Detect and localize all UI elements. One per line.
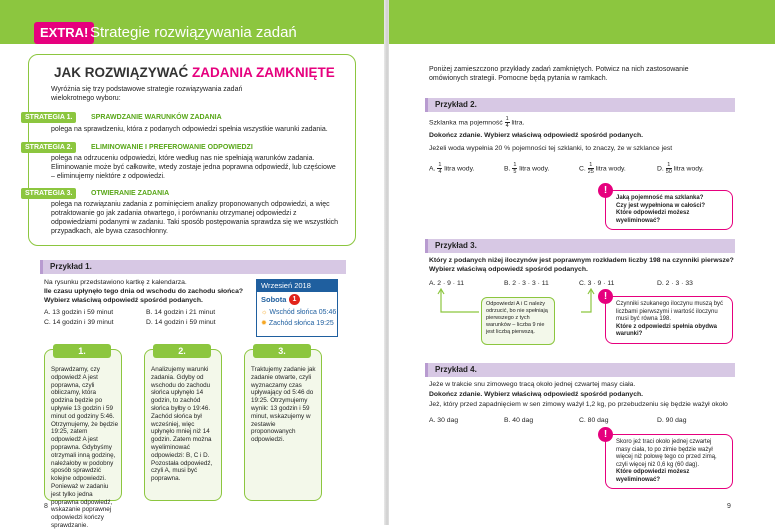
- ex1-line1: Na rysunku przedstawiono kartkę z kalendarza.: [44, 279, 187, 286]
- example-4-header: Przykład 4.: [425, 363, 735, 377]
- right-page: [389, 0, 775, 525]
- solution-card-2: [144, 346, 222, 501]
- ex3-answer-a: A. 2 · 9 · 11: [429, 280, 465, 287]
- sunrise-icon: ☼: [261, 309, 268, 316]
- card-text: Analizujemy warunki zadania. Gdyby od wschodu do zachodu słońca upłynęło 14 godzin, to zachód słońca byłby o 19:46. Zachód słońca był wcześniej, więc upłynęło mniej niż 14 godzin. Zatem można wyeliminować odpowiedzi: B, C i D. Pozostała odpowiedź, czyli A, musi być poprawna.: [151, 366, 213, 483]
- strategies-box: [25, 54, 356, 246]
- card-text: Sprawdzamy, czy odpowiedź A jest poprawna, czyli obliczamy, która godzina będzie po upływie 13 godzin i 59 minut od godziny 5:46. Otrzymujemy, że będzie 19:25, zatem odpowiedź A jest poprawna. Gdybyśmy otrzymali inną godzinę, należałoby w podobny sposób sprawdzić kolejne odpowiedzi. Ponieważ w zadaniu jest tylko jedna poprawna odpowiedź, wskazanie poprawnej odpowiedzi kończy sprawdzanie.: [51, 366, 119, 529]
- ex4-answer-a: A. 30 dag: [429, 417, 459, 424]
- right-header-bar: [389, 0, 775, 44]
- section-heading: JAK ROZWIĄZYWAĆ ZADANIA ZAMKNIĘTE: [54, 65, 335, 80]
- ex3-question: Który z podanych niżej iloczynów jest poprawnym rozkładem liczby 198 na czynniki pierwsze? Wybierz właściwą odpowiedź spośród podanych.: [429, 257, 734, 273]
- sunset-row: ✹ Zachód słońca 19:25: [261, 320, 334, 327]
- exclamation-icon: !: [598, 289, 613, 304]
- intro-text: Wyróżnia się trzy podstawowe strategie rozwiązywania zadań wielokrotnego wyboru:: [51, 86, 243, 102]
- ex2-line2: Dokończ zdanie. Wybierz właściwą odpowiedź spośród podanych.: [429, 132, 644, 139]
- chapter-title: Strategie rozwiązywania zadań: [90, 24, 297, 41]
- ex4-line2: Dokończ zdanie. Wybierz właściwą odpowiedź spośród podanych.: [429, 391, 644, 398]
- calendar-card: [256, 279, 338, 337]
- ex4-answer-c: C. 80 dag: [579, 417, 609, 424]
- strategy-2-badge: STRATEGIA 2.: [21, 142, 76, 153]
- ex3-answer-d: D. 2 · 3 · 33: [657, 280, 693, 287]
- ex1-answer-d: D. 14 godzin i 59 minut: [146, 319, 216, 326]
- ex1-answer-b: B. 14 godzin i 21 minut: [146, 309, 216, 316]
- solution-card-1: [44, 346, 122, 529]
- strategy-1-name: SPRAWDZANIE WARUNKÓW ZADANIA: [91, 114, 222, 121]
- strategy-1-text: polega na sprawdzeniu, która z podanych odpowiedzi spełnia wszystkie warunki zadania.: [51, 126, 328, 133]
- ex4-answer-d: D. 90 dag: [657, 417, 687, 424]
- card-number: 2.: [153, 344, 211, 358]
- right-intro: Poniżej zamieszczono przykłady zadań zamkniętych. Potwicz na nich zastosowanie omówionych strategii. Pomocne będą pytania w ramkach.: [429, 66, 689, 82]
- ex3-note-box: Odpowiedzi A i C należy odrzucić, bo nie spełniają pierwszego z tych warunków – liczba 9 nie jest liczbą pierwszą.: [481, 297, 555, 345]
- ex4-line3: Jeż, który przed zapadnięciem w sen zimowy ważył 1,2 kg, po przebudzeniu się będzie ważył około: [429, 401, 728, 408]
- ex2-answer-d: D. $\frac{1}{50}$ litra wody.: [657, 162, 704, 175]
- example-2-header: Przykład 2.: [425, 98, 735, 112]
- strategy-3-text: polega na rozwiązaniu zadania z pominięciem analizy proponowanych odpowiedzi, a więc potraktowanie go jak zadania otwartego, i porównaniu otrzymanej odpowiedzi z odpowiedziami podanymi w zadaniu. Taki sposób postępowania sprawdza się we wszystkich przypadkach, ale bywa czasochłonny.: [51, 201, 339, 235]
- extra-badge: EXTRA!: [34, 22, 94, 44]
- strategy-3-badge: STRATEGIA 3.: [21, 188, 76, 199]
- ex3-answer-b: B. 2 · 3 · 3 · 11: [504, 280, 549, 287]
- ex3-answer-c: C. 3 · 9 · 11: [579, 280, 615, 287]
- sunrise-row: ☼ Wschód słońca 05:46: [261, 309, 337, 316]
- ex3-hint-box: ! Czynniki szukanego iloczynu muszą być liczbami pierwszymi i wartość iloczynu musi być równa 198. Które z odpowiedzi spełnia obydwa warunki?: [605, 296, 733, 344]
- ex4-answer-b: B. 40 dag: [504, 417, 534, 424]
- solution-card-3: [244, 346, 322, 501]
- card-text: Traktujemy zadanie jak zadanie otwarte, czyli wyznaczamy czas upływający od 5:46 do 19:25. Otrzymujemy wynik: 13 godzin i 59 minut, wskazujemy w zestawie proponowanych odpowiedzi.: [251, 366, 316, 444]
- card-number: 3.: [253, 344, 311, 358]
- ex2-line1: Szklanka ma pojemność $\frac{1}{4}$ litra.: [429, 116, 525, 129]
- exclamation-icon: !: [598, 183, 613, 198]
- exclamation-icon: !: [598, 427, 613, 442]
- card-number: 1.: [53, 344, 111, 358]
- ex1-line2: Ile czasu upłynęło tego dnia od wschodu do zachodu słońca?: [44, 288, 244, 295]
- example-3-header: Przykład 3.: [425, 239, 735, 253]
- ex1-line3: Wybierz właściwą odpowiedź spośród podanych.: [44, 297, 203, 304]
- ex2-hint-box: ! Jaką pojemność ma szklanka? Czy jest wypełniona w całości? Które odpowiedzi możesz wyeliminować?: [605, 190, 733, 230]
- strategy-1-badge: STRATEGIA 1.: [21, 112, 76, 123]
- page-number-right: 9: [727, 503, 731, 510]
- ex4-line1: Jeże w trakcie snu zimowego tracą około jednej czwartej masy ciała.: [429, 381, 636, 388]
- strategy-3-name: OTWIERANIE ZADANIA: [91, 190, 170, 197]
- page-number-left: 8: [44, 503, 48, 510]
- ex1-answer-c: C. 14 godzin i 39 minut: [44, 319, 114, 326]
- ex2-answer-c: C. $\frac{1}{25}$ litra wody.: [579, 162, 626, 175]
- ex4-hint-box: ! Skoro jeż traci około jednej czwartej masy ciała, to po zimie będzie ważył więcej niż połowę tego co przed zimą, czyli więcej niż 0,6 kg (60 dag). Które odpowiedzi możesz wyeliminować?: [605, 434, 733, 489]
- strategy-2-name: ELIMINOWANIE I PREFEROWANIE ODPOWIEDZI: [91, 144, 253, 151]
- ex2-line3: Jeżeli woda wypełnia 20 % pojemności tej szklanki, to znaczy, że w szklance jest: [429, 145, 673, 152]
- calendar-day-number: 1: [289, 294, 300, 305]
- ex1-answer-a: A. 13 godzin i 59 minut: [44, 309, 114, 316]
- strategy-2-text: polega na odrzuceniu odpowiedzi, które według nas nie spełniają warunków zadania. Eliminowanie może być całkowite, wtedy zostaje jedna poprawna odpowiedź, lub częściowe – eliminujemy niektóre z odpowiedzi.: [51, 155, 336, 180]
- sunset-icon: ✹: [261, 320, 267, 327]
- calendar-month: Wrzesień 2018: [257, 280, 337, 292]
- ex2-answer-b: B. $\frac{1}{5}$ litra wody.: [504, 162, 550, 175]
- ex2-answer-a: A. $\frac{1}{4}$ litra wody.: [429, 162, 475, 175]
- calendar-day: Sobota: [261, 295, 287, 304]
- left-page: [0, 0, 386, 529]
- example-1-header: Przykład 1.: [40, 260, 346, 274]
